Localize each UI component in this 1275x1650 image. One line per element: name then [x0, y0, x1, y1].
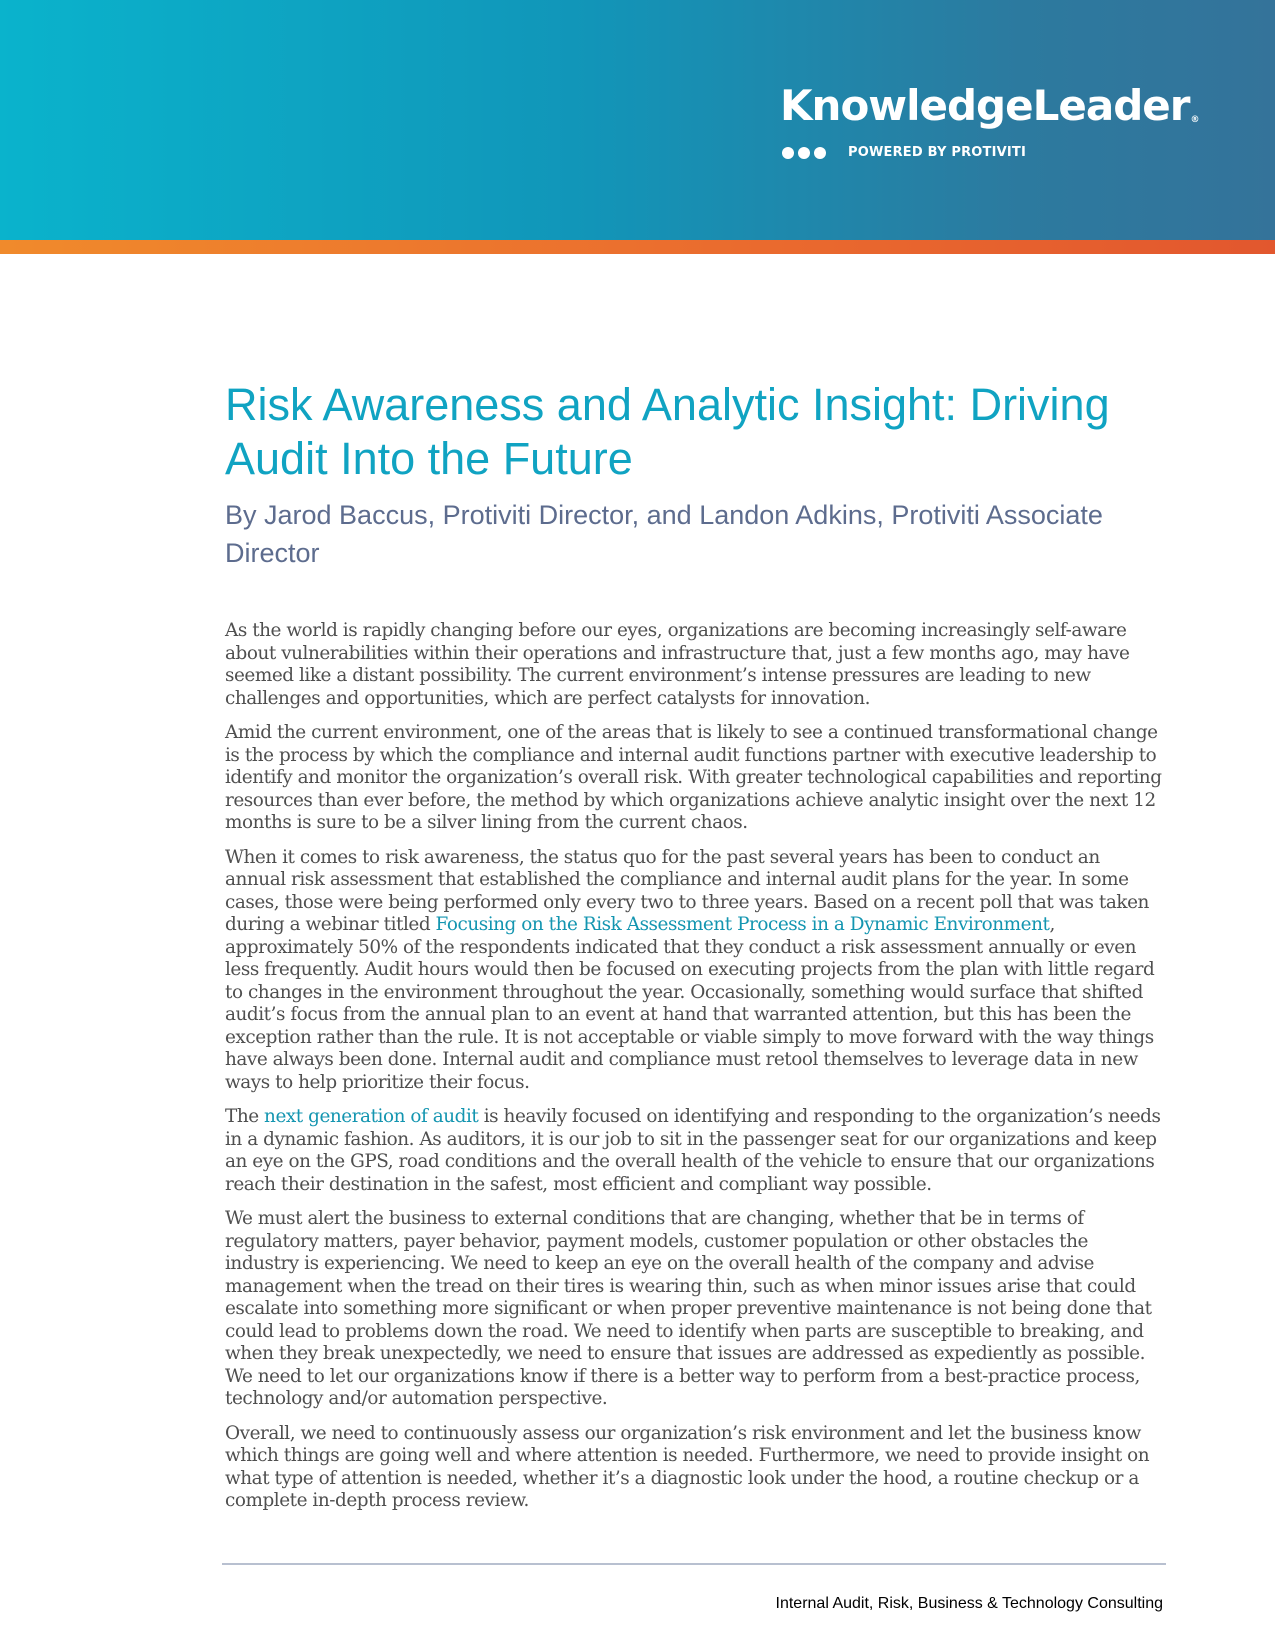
next-generation-audit-link[interactable]: next generation of audit	[264, 1106, 479, 1127]
brand-name: KnowledgeLeader	[780, 81, 1190, 130]
page-title: Risk Awareness and Analytic Insight: Driving Audit Into the Future	[225, 379, 1110, 484]
registered-mark: ®	[1190, 115, 1200, 125]
paragraph	[225, 1106, 1165, 1196]
paragraph-text: The	[225, 1106, 265, 1127]
byline: By Jarod Baccus, Protiviti Director, and Landon Adkins, Protiviti Associate Director	[225, 500, 1103, 568]
brand-dots-icon	[782, 147, 826, 159]
header-banner	[0, 0, 1275, 240]
webinar-link[interactable]: Focusing on the Risk Assessment Process in a Dynamic Environment	[435, 914, 1050, 935]
powered-by-label: POWERED BY PROTIVITI	[848, 145, 1027, 160]
accent-stripe	[0, 240, 1275, 254]
paragraph-text: When it comes to risk awareness, the status quo for the past several years has been to conduct an annual risk assessment that established the compliance and internal audit plans for the year. In some cases, those were being performed only every two to three years. Based on a recent poll that was taken during a webinar titled	[225, 846, 1149, 935]
paragraph: Overall, we need to continuously assess our organization’s risk environment and let the business know which things are going well and where attention is needed. Furthermore, we need to provide insight on what type of attention is needed, whether it’s a diagnostic look under the hood, a routine checkup or a complete in-depth process review.	[225, 1422, 1150, 1511]
brand-logo	[780, 76, 1199, 136]
paragraph: As the world is rapidly changing before our eyes, organizations are becoming increasingly self-aware about vulnerabilities within their operations and infrastructure that, just a few months ago, may have seemed like a distant possibility. The current environment’s intense pressures are leading to new challenges and opportunities, which are perfect catalysts for innovation.	[225, 620, 1130, 709]
paragraph: Amid the current environment, one of the areas that is likely to see a continued transformational change is the process by which the compliance and internal audit functions partner with executive leadership to identify and monitor the organization’s overall risk. With greater technological capabilities and reporting resources than ever before, the method by which organizations achieve analytic insight over the next 12 months is sure to be a silver lining from the current chaos.	[225, 722, 1162, 833]
article-body	[225, 620, 1165, 1525]
paragraph-text: , approximately 50% of the respondents indicated that they conduct a risk assessment annually or even less frequently. Audit hours would then be focused on executing projects from the plan with little regard to changes in the environment throughout the year. Occasionally, something would surface that shifted audit’s focus from the annual plan to an event at hand that warranted attention, but this has been the exception rather than the rule. It is not acceptable or viable simply to move forward with the way things have always been done. Internal audit and compliance must retool themselves to leverage data in new ways to help prioritize their focus.	[225, 914, 1155, 1093]
paragraph-text: is heavily focused on identifying and responding to the organization’s needs in a dynamic fashion. As auditors, it is our job to sit in the passenger seat for our organizations and keep an eye on the GPS, road conditions and the overall health of the vehicle to ensure that our organizations reach their destination in the safest, most efficient and compliant way possible.	[225, 1106, 1161, 1195]
footer-tagline: Internal Audit, Risk, Business & Technology Consulting	[775, 1595, 1163, 1612]
paragraph	[225, 847, 1165, 1095]
footer-divider	[222, 1563, 1166, 1565]
paragraph: We must alert the business to external conditions that are changing, whether that be in terms of regulatory matters, payer behavior, payment models, customer population or other obstacles the industry is experiencing. We need to keep an eye on the overall health of the company and advise management when the tread on their tires is wearing thin, such as when minor issues arise that could escalate into something more significant or when proper preventive maintenance is not being done that could lead to problems down the road. We need to identify when parts are susceptible to breaking, and when they break unexpectedly, we need to ensure that issues are addressed as expediently as possible. We need to let our organizations know if there is a better way to perform from a best-practice process, technology and/or automation perspective.	[225, 1208, 1152, 1409]
